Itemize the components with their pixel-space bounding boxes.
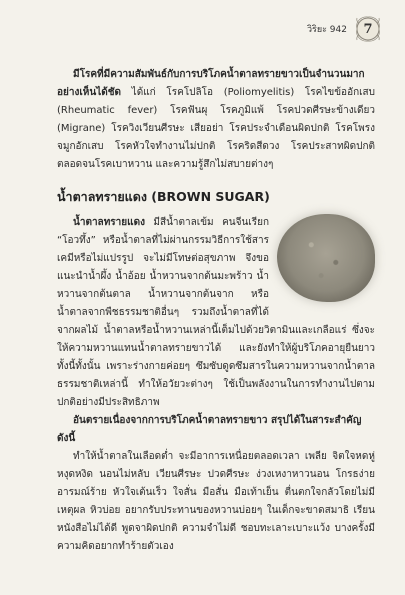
page-number-badge	[353, 14, 383, 44]
brown-sugar-body: มีสีน้ำตาลเข้ม คนจีนเรียก “โอวทึ้ง” หรือน้ำตาลที่ไม่ผ่านกรรมวิธีการใช้สารเคมีหรือไม่แปรรูป จะไม่มีโทษต่อสุขภาพ จึงขอแนะนำน้ำผึ้ง น้ำอ้อย น้ำหวานจากต้นมะพร้าว น้ำหวานจากต้นตาล น้ำหวานจากต้นจาก หรือน้ำตาลจากพืชธรรมชาติอื่นๆ รวมถึงน้ำตาลที่ได้จากผลไม้ น้ำตาลหรือน้ำหวานเหล่านี้เต็มไปด้วยวิตามินและเกลือแร่ ซึ่งจะให้ความหวานแทนน้ำตาลทรายขาวได้ และยังทำให้ผู้บริโภคอายุยืนยาวทั้งนี้ทั้งนั้น เพราะร่างกายค่อยๆ ซึมซับดูดซึมสารในความหวานจากน้ำตาลธรรมชาติเหล่านี้ ทำให้อวัยวะต่างๆ ใช้เป็นพลังงานในการทำงานไปตามปกติอย่างมีประสิทธิภาพ	[57, 217, 375, 408]
chapter-label: วิริยะ 942	[306, 25, 347, 35]
danger-heading: อันตรายเนื่องจากการบริโภคน้ำตาลทรายขาว สรุปได้ในสาระสำคัญดังนี้	[57, 415, 362, 444]
intro-body: ได้แก่ โรคโปลิโอ (Poliomyelitis) โรคไขข้ออักเสบ (Rheumatic fever) โรคฟันผุ โรคภูมิแพ้ โรคปวดศีรษะข้างเดียว (Migrane) โรควิงเวียนศีรษะ เสียอย่า โรคประจำเดือนผิดปกติ โรคโพรงจมูกอักเสบ โรคหัวใจทำงานไม่ปกติ โรคริดสีดวง โรคประสาทผิดปกติ ตลอดจนโรคเบาหวาน และความรู้สึกไม่สบายต่างๆ	[57, 87, 375, 170]
page-number: 7	[363, 21, 373, 37]
section-title: น้ำตาลทรายแดง (BROWN SUGAR)	[57, 189, 270, 204]
danger-paragraph: ทำให้น้ำตาลในเลือดต่ำ จะมีอาการเหนื่อยตลอดเวลา เพลีย จิตใจหดหู่ หงุดหงิด นอนไม่หลับ เวียนศีรษะ ปวดศีรษะ ง่วงเหงาหาวนอน โกรธง่าย อารมณ์ร้าย หัวใจเต้นเร็ว ใจสั่น มือสั่น มือเท้าเย็น ตื่นตกใจกลัวโดยไม่มีเหตุผล หิวบ่อย อยากรับประทานของหวานบ่อยๆ ในเด็กจะขาดสมาธิ เรียนหนังสือไม่ได้ดี พูดจาผิดปกติ ความจำไม่ดี ชอบทะเลาะเบาะแว้ง บางครั้งมีความคิดอยากทำร้ายตัวเอง	[57, 451, 375, 552]
brown-sugar-lead: น้ำตาลทรายแดง	[73, 217, 145, 228]
page-content	[57, 66, 375, 556]
brown-sugar-image	[277, 214, 375, 302]
intro-lead: มีโรคที่มีความสัมพันธ์กับการบริโภคน้ำตาลทรายขาวเป็นจำนวนมากอย่างเห็นได้ชัด	[57, 69, 365, 98]
brown-sugar-section	[57, 214, 375, 412]
intro-paragraph	[57, 66, 375, 174]
page-header	[307, 14, 383, 44]
